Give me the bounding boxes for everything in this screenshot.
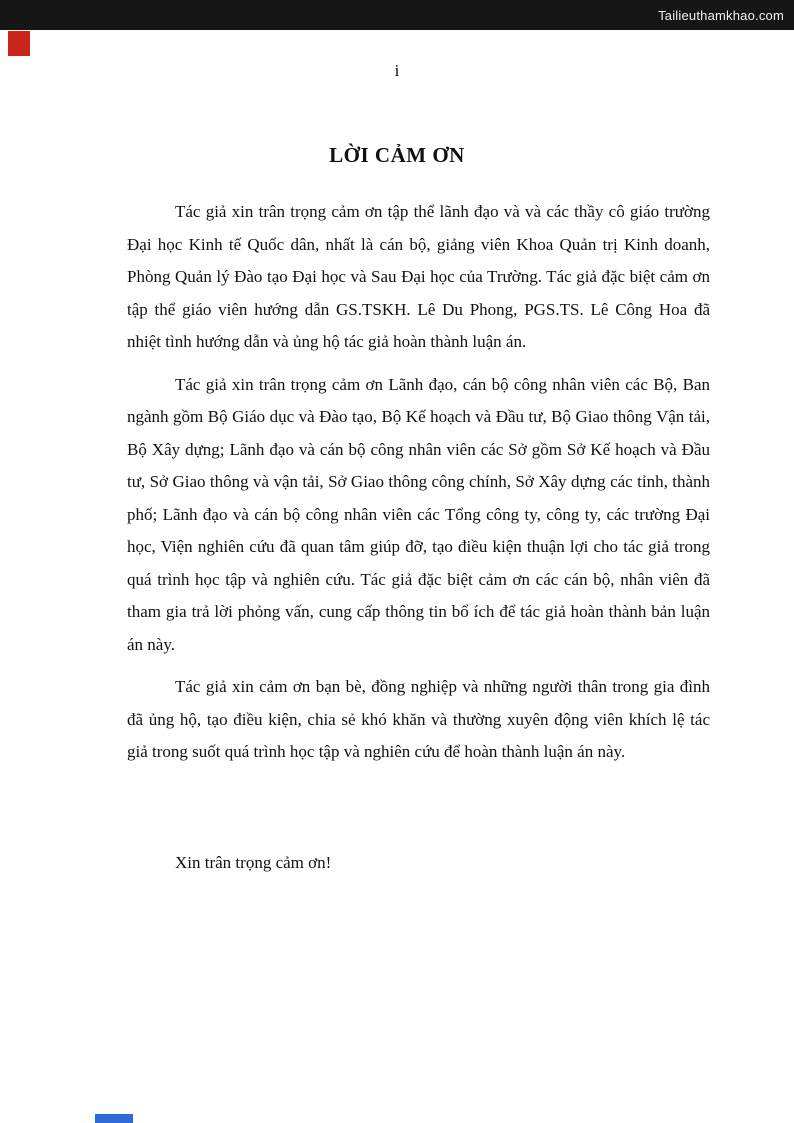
acknowledgment-title: LỜI CẢM ƠN (329, 143, 465, 167)
watermark-header-bar (0, 0, 794, 30)
page-number: i (394, 61, 400, 80)
footer-marker (95, 1114, 133, 1123)
body-paragraph: Tác giả xin trân trọng cảm ơn tập thể lãnh đạo và và các thầy cô giáo trường Đại học Kinh tế Quốc dân, nhất là cán bộ, giảng viên Khoa Quản trị Kinh doanh, Phòng Quản lý Đào tạo Đại học và Sau Đại học của Trường. Tác giả đặc biệt cảm ơn tập thể giáo viên hướng dẫn GS.TSKH. Lê Du Phong, PGS.TS. Lê Công Hoa đã nhiệt tình hướng dẫn và ủng hộ tác giả hoàn thành luận án. (127, 202, 710, 351)
closing-line: Xin trân trọng cảm ơn! (175, 852, 332, 872)
body-paragraph: Tác giả xin cảm ơn bạn bè, đồng nghiệp và những người thân trong gia đình đã ủng hộ, tạo điều kiện, chia sẻ khó khăn và thường xuyên động viên khích lệ tác giả trong suốt quá trình học tập và nghiên cứu để hoàn thành luận án này. (127, 677, 710, 761)
site-watermark-link[interactable]: Tailieuthamkhao.com (658, 7, 784, 23)
page-content (0, 30, 794, 889)
body-text-block (127, 196, 710, 879)
body-paragraph: Tác giả xin trân trọng cảm ơn Lãnh đạo, cán bộ công nhân viên các Bộ, Ban ngành gồm Bộ Giáo dục và Đào tạo, Bộ Kế hoạch và Đầu tư, Bộ Giao thông Vận tải, Bộ Xây dựng; Lãnh đạo và cán bộ công nhân viên các Sở gồm Sở Kế hoạch và Đầu tư, Sở Giao thông và vận tải, Sở Giao thông công chính, Sở Xây dựng các tỉnh, thành phố; Lãnh đạo và cán bộ công nhân viên các Tổng công ty, công ty, các trường Đại học, Viện nghiên cứu đã quan tâm giúp đỡ, tạo điều kiện thuận lợi cho tác giả trong quá trình học tập và nghiên cứu. Tác giả đặc biệt cảm ơn các cán bộ, nhân viên đã tham gia trả lời phỏng vấn, cung cấp thông tin bổ ích để tác giả hoàn thành bản luận án này. (127, 374, 710, 654)
